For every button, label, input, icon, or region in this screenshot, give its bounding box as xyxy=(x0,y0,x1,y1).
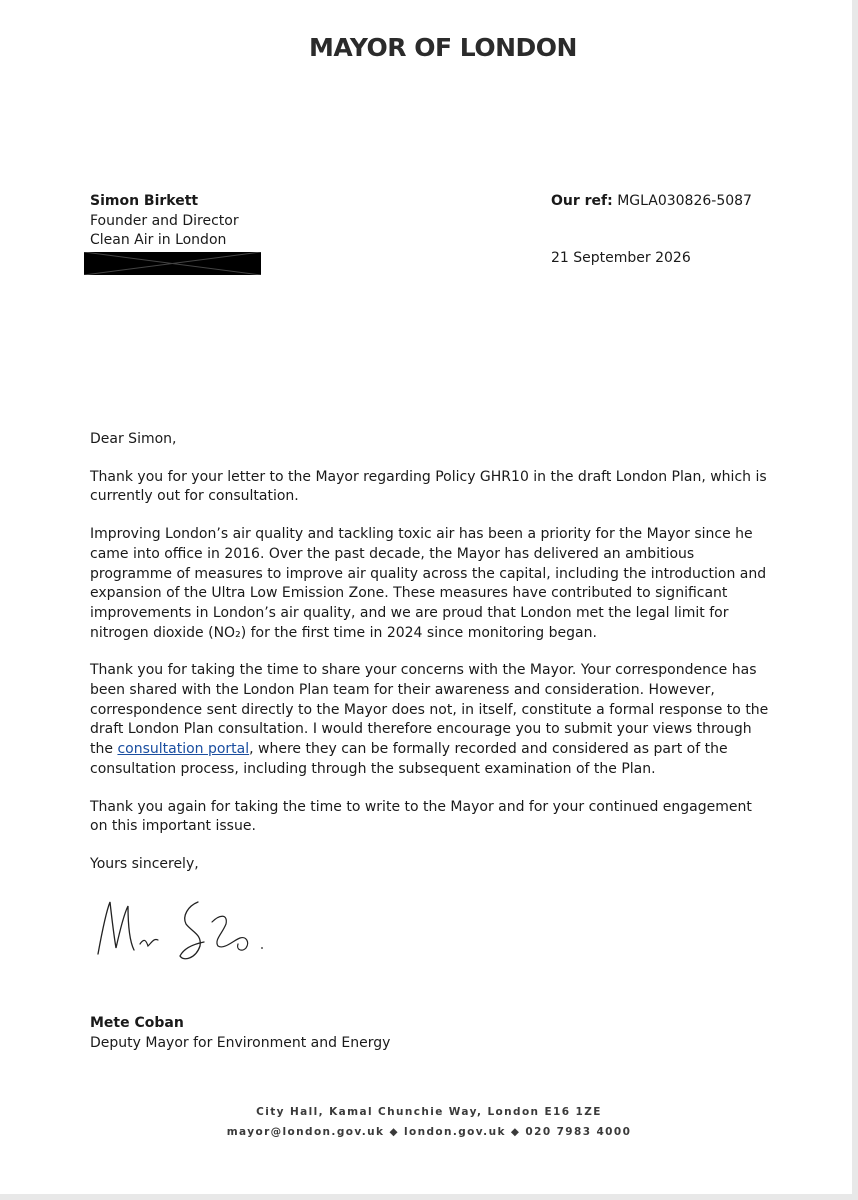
recipient-organisation: Clean Air in London xyxy=(90,232,227,248)
letter-date: 21 September 2026 xyxy=(551,250,691,266)
paragraph-3 xyxy=(90,661,770,779)
paragraph-1: Thank you for your letter to the Mayor regarding Policy GHR10 in the draft London Plan, which is currently out for consultation. xyxy=(90,468,767,505)
signatory-block xyxy=(90,1014,390,1053)
signatory-name: Mete Coban xyxy=(90,1015,184,1031)
salutation: Dear Simon, xyxy=(90,431,177,447)
redaction-box xyxy=(84,252,261,275)
footer xyxy=(0,1102,858,1142)
footer-contact: mayor@london.gov.uk ◆ london.gov.uk ◆ 020 7983 4000 xyxy=(226,1126,632,1138)
recipient-block xyxy=(90,192,239,251)
footer-address: City Hall, Kamal Chunchie Way, London E16 1ZE xyxy=(256,1106,602,1118)
handwritten-signature xyxy=(90,892,280,972)
reference-label: Our ref: xyxy=(551,193,613,209)
consultation-portal-link[interactable]: consultation portal xyxy=(117,741,250,758)
paragraph-4: Thank you again for taking the time to write to the Mayor and for your continued engagement on this important issue. xyxy=(90,798,752,835)
letterhead-title: MAYOR OF LONDON xyxy=(309,33,577,62)
paragraph-3-text-start: Thank you for taking the time to share your concerns with the Mayor. Your correspondence has been shared with the London Plan team for their awareness and consideration. However, correspondence sent directly to the Mayor does not, in itself, constitute a formal response to the draft London Plan consultation. I would therefore encourage you to submit your views through the xyxy=(90,662,769,758)
recipient-name: Simon Birkett xyxy=(90,193,199,209)
closing: Yours sincerely, xyxy=(90,855,199,872)
recipient-role: Founder and Director xyxy=(90,212,239,229)
signatory-title: Deputy Mayor for Environment and Energy xyxy=(90,1034,391,1051)
paragraph-2: Improving London’s air quality and tackling toxic air has been a priority for the Mayor since he came into office in 2016. Over the past decade, the Mayor has delivered an ambitious programme of measures to improve air quality across the capital, including the introduction and expansion of the Ultra Low Emission Zone. These measures have contributed to significant improvements in London’s air quality, and we are proud that London met the legal limit for nitrogen dioxide (NO₂) for the first time in 2024 since monitoring began. xyxy=(90,526,767,641)
reference-line xyxy=(551,192,752,212)
paragraph-3-text-end: , where they can be formally recorded and considered as part of the consultation process, including through the subsequent examination of the Plan. xyxy=(90,741,728,777)
reference-value: MGLA030826-5087 xyxy=(617,193,752,209)
letter-body xyxy=(90,430,770,893)
